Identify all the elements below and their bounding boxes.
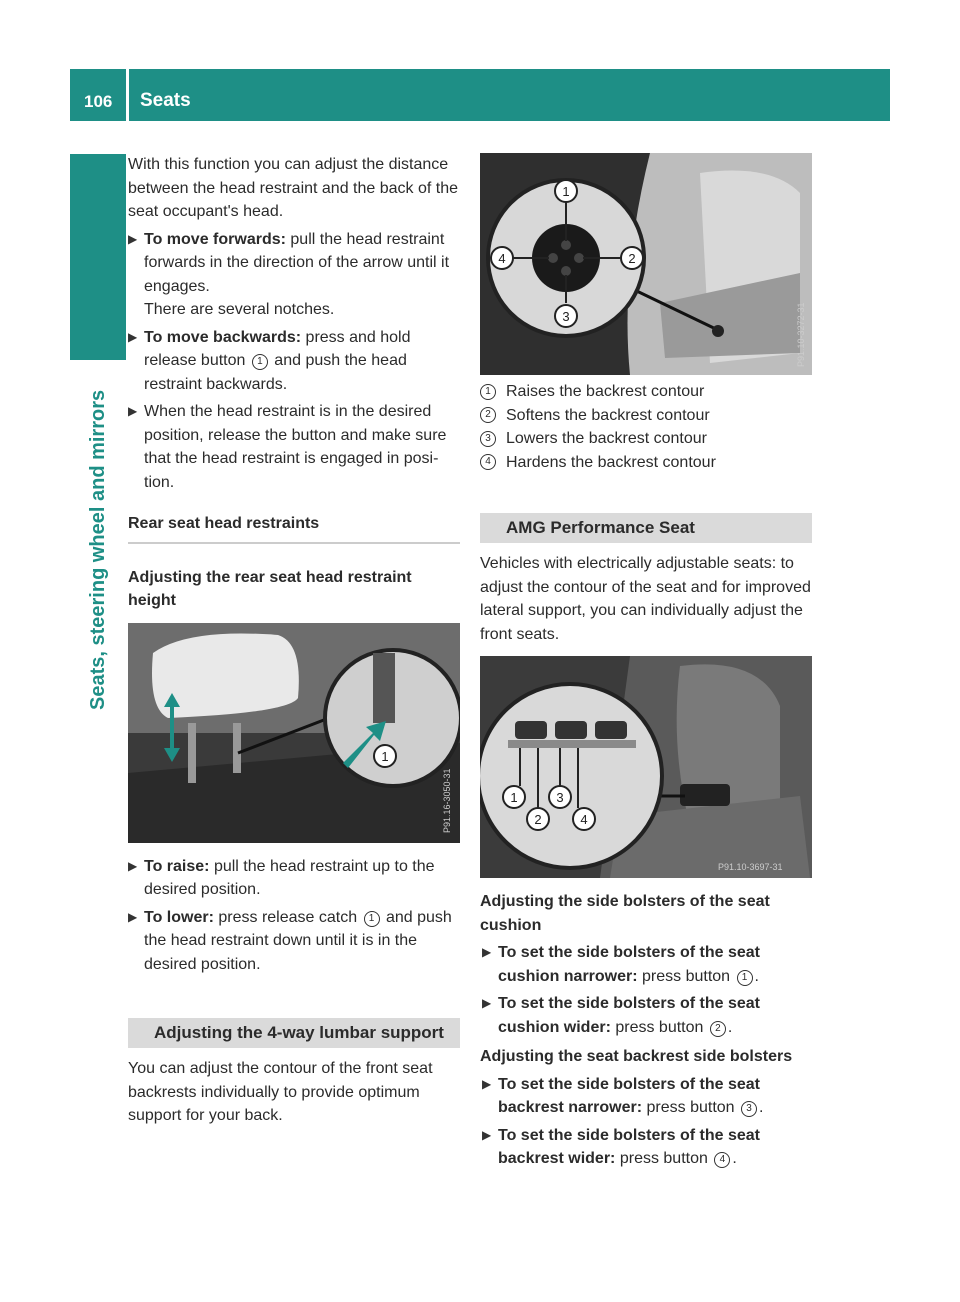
callout-marker: 1: [480, 384, 496, 400]
step-raise: [128, 855, 460, 902]
page-header-bar: [70, 69, 890, 121]
header-separator: [126, 69, 129, 121]
figure-callout-label: 2: [628, 251, 636, 266]
callout-marker: 3: [480, 431, 496, 447]
intro-paragraph: With this function you can adjust the distance between the head restraint and the back of the seat occupant's head.: [128, 156, 459, 220]
callout-marker: 3: [741, 1101, 757, 1117]
cushion-heading: Adjusting the side bolsters of the seat cushion: [480, 893, 770, 934]
step-label: To move backwards:: [144, 328, 302, 346]
amg-paragraph: Vehicles with electrically adjustable seats: to adjust the contour of the seat and for improved lateral support, you can individually adjust the front seats.: [480, 555, 811, 643]
right-column: [480, 153, 812, 1171]
arrow-bullet-icon: ▶: [128, 231, 138, 246]
legend-item: [480, 404, 812, 428]
step-note: There are several notches.: [144, 301, 335, 318]
step-label: To set the side bolsters of the seat backrest wider:: [498, 1126, 760, 1167]
step-release-button: [128, 400, 460, 494]
arrow-bullet-icon: ▶: [482, 1127, 492, 1142]
figure-code: P91.16-3050-31: [442, 767, 452, 833]
chapter-title: Seats, steering wheel and mirrors: [87, 389, 109, 710]
step-text: press release catch: [213, 908, 362, 926]
amg-seat-figure: [480, 656, 812, 878]
figure-callout-label: 1: [510, 790, 518, 805]
step-text: and push the head restraint backwards.: [144, 352, 407, 393]
legend-text: Softens the backrest contour: [506, 406, 710, 424]
rear-subheading: Adjusting the rear seat head restraint height: [128, 568, 412, 609]
step-text: press and hold release button: [144, 328, 411, 369]
arrow-bullet-icon: ▶: [128, 404, 138, 418]
step-text: pull the head restraint forwards in the direction of the arrow until it engages.: [144, 230, 450, 295]
arrow-bullet-icon: ▶: [482, 996, 492, 1010]
step-label: To move forwards:: [144, 230, 286, 248]
figure-callout-label: 1: [381, 748, 389, 764]
lumbar-support-figure: [480, 153, 812, 375]
step-cushion-wider: [482, 992, 812, 1039]
legend-item: [480, 427, 812, 451]
step-text: .: [759, 1099, 764, 1116]
lumbar-paragraph: You can adjust the contour of the front seat backrests individually to provide optimum support for your back.: [128, 1060, 433, 1124]
step-text: press button: [637, 967, 735, 985]
left-column: [128, 153, 460, 1128]
step-text: .: [732, 1150, 737, 1167]
legend-text: Hardens the backrest contour: [506, 453, 716, 471]
legend-item: [480, 451, 812, 475]
step-text: press button: [610, 1018, 708, 1036]
legend-text: Lowers the backrest contour: [506, 430, 707, 447]
backrest-heading: Adjusting the seat backrest side bolsters: [480, 1048, 793, 1065]
callout-marker: 4: [480, 454, 496, 470]
step-text: press button: [615, 1150, 713, 1167]
callout-marker: 1: [252, 354, 268, 370]
step-text: press button: [642, 1099, 740, 1116]
callout-marker: 1: [737, 970, 753, 986]
callout-marker: 2: [710, 1021, 726, 1037]
head-restraint-figure: [128, 623, 460, 843]
callout-marker: 1: [364, 911, 380, 927]
figure-callout-label: 3: [562, 309, 570, 324]
step-label: To lower:: [144, 908, 214, 926]
step-text: .: [754, 967, 759, 985]
rear-heading: Rear seat head restraints: [128, 512, 460, 544]
lumbar-heading: Adjusting the 4-way lumbar support: [128, 1018, 460, 1048]
step-label: To raise:: [144, 857, 210, 875]
step-text: When the head restraint is in the desired position, release the button and make sure that the head restraint is engaged in posi-tion.: [144, 403, 447, 491]
figure-callout-label: 3: [556, 790, 564, 805]
figure-callout-label: 2: [534, 812, 542, 827]
step-move-backwards: [128, 326, 460, 397]
arrow-bullet-icon: ▶: [482, 1076, 492, 1091]
amg-heading: AMG Performance Seat: [480, 513, 812, 543]
legend-text: Raises the backrest contour: [506, 383, 705, 400]
figure-code: P91.10-3272-31: [796, 302, 806, 367]
callout-marker: 4: [714, 1152, 730, 1168]
step-backrest-wider: [482, 1124, 812, 1171]
figure-code: P91.10-3697-31: [718, 862, 783, 872]
step-label: To set the side bolsters of the seat cushion wider:: [498, 995, 760, 1036]
step-text: pull the head restraint up to the desired position.: [144, 857, 435, 898]
callout-marker: 2: [480, 407, 496, 423]
arrow-bullet-icon: ▶: [128, 909, 138, 924]
figure-callout-label: 4: [580, 812, 588, 827]
step-backrest-narrower: [482, 1073, 812, 1120]
step-label: To set the side bolsters of the seat backrest narrower:: [498, 1075, 760, 1116]
arrow-bullet-icon: ▶: [128, 329, 138, 344]
arrow-bullet-icon: ▶: [128, 858, 138, 873]
step-lower: [128, 906, 460, 977]
legend-list: [480, 380, 812, 474]
step-move-forwards: [128, 228, 460, 322]
arrow-bullet-icon: ▶: [482, 945, 492, 959]
step-label: To set the side bolsters of the seat cushion narrower:: [498, 944, 760, 985]
section-title: Seats: [140, 90, 191, 111]
figure-callout-label: 4: [498, 251, 506, 266]
legend-item: [480, 380, 812, 404]
page-number: 106: [84, 92, 113, 111]
step-text: and push the head restraint down until it is in the desired position.: [144, 908, 452, 973]
figure-callout-label: 1: [562, 184, 570, 199]
step-cushion-narrower: [482, 941, 812, 988]
step-text: .: [727, 1018, 733, 1036]
